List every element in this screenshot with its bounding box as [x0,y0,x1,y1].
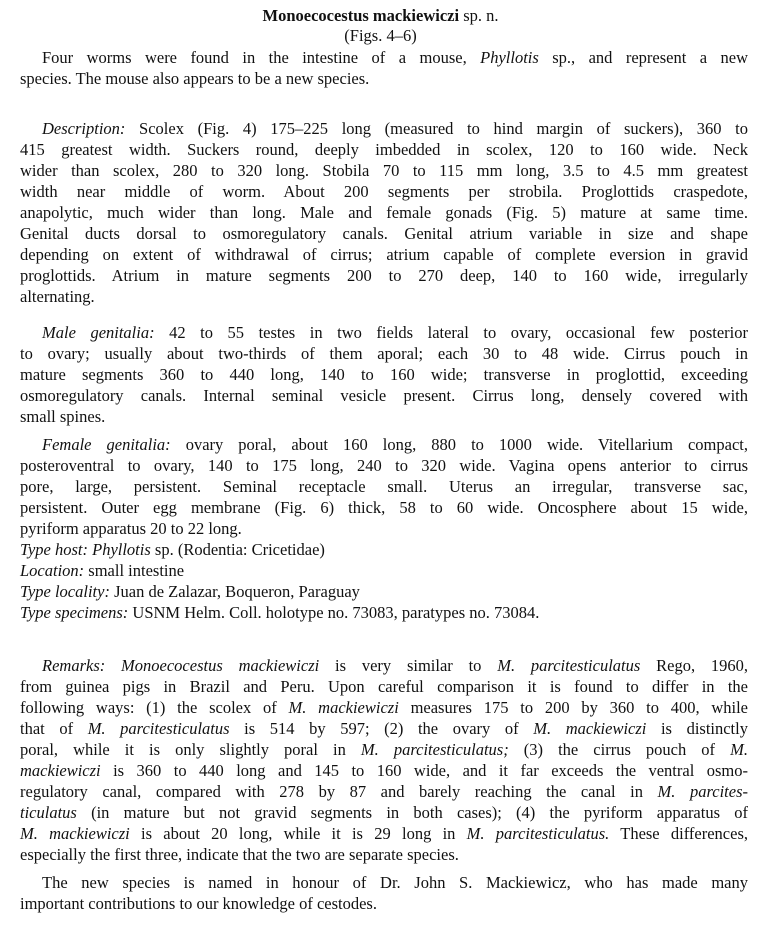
field-value: small intestine [84,561,185,580]
remarks-line [42,655,748,676]
male-genitalia-line [42,322,748,343]
species-name: M. parcitesticulatus [497,656,641,675]
intro-line: species. The mouse also appears to be a new species. [20,69,370,88]
text: that of [20,719,88,738]
text: following ways: (1) the scolex of [20,698,289,717]
type-locality-field [20,581,748,602]
text: is 360 to 440 long and 145 to 160 wide, and it far exceeds the ventral osmo- [100,761,748,780]
text: is 514 by 597; (2) the ovary of [229,719,534,738]
location-field [20,560,748,581]
species-name: M. mackiewiczi [20,824,130,843]
text: is very similar to [319,656,498,675]
description-line [42,118,748,139]
genus-name: Phyllotis [480,48,539,67]
text: regulatory canal, compared with 278 by 87 and barely reaching the canal in [20,782,658,801]
description-line: anapolytic, much wider than long. Male and female gonads (Fig. 5) mature at same time. [20,203,748,222]
text: Scolex (Fig. 4) 175–225 long (measured to hind margin of suckers), 360 to [125,119,748,138]
field-value: USNM Helm. Coll. holotype no. 73083, paratypes no. 73084. [128,603,540,622]
field-label: Type locality: [20,582,110,601]
type-host-field [20,539,748,560]
description-line: Genital ducts dorsal to osmoregulatory canals. Genital atrium variable in size and shape [20,224,748,243]
text: measures 175 to 200 by 360 to 400, while [398,698,749,717]
text: is distinctly [646,719,748,738]
remarks-line [20,781,748,802]
text: Four worms were found in the intestine of a mouse, [42,48,481,67]
text: (3) the cirrus pouch of [508,740,731,759]
female-genitalia-line: persistent. Outer egg membrane (Fig. 6) thick, 58 to 60 wide. Oncosphere about 15 wide, [20,498,748,517]
female-genitalia-line: pore, large, persistent. Seminal receptacle small. Uterus an irregular, transverse sac, [20,477,748,496]
male-genitalia-line: to ovary; usually about two-thirds of them aporal; each 30 to 48 wide. Cirrus pouch in [20,344,748,363]
field-label: Type host: [20,540,88,559]
genus-name: Phyllotis [87,540,151,559]
intro-line [42,47,748,68]
remarks-line [20,718,748,739]
species-name: ticulatus [20,803,77,822]
section-label: Description: [42,119,126,138]
text: is about 20 long, while it is 29 long in [129,824,467,843]
remarks-line [20,739,748,760]
section-label: Female genitalia: [42,435,171,454]
description-line: proglottids. Atrium in mature segments 200 to 270 deep, 140 to 160 wide, irregularly [20,266,748,285]
male-genitalia-line: mature segments 360 to 440 long, 140 to 160 wide; transverse in proglottid, exceeding [20,365,748,384]
description-line: 415 greatest width. Suckers round, deeply imbedded in scolex, 120 to 160 wide. Neck [20,140,748,159]
text: 42 to 55 testes in two fields lateral to ovary, occasional few posterior [154,323,748,342]
description-line: depending on extent of withdrawal of cirrus; atrium capable of complete eversion in gravid [20,245,748,264]
species-name: Monoecocestus mackiewiczi [105,656,320,675]
female-genitalia-line: pyriform apparatus 20 to 22 long. [20,519,242,538]
remarks-line [20,697,748,718]
description-line: alternating. [20,287,95,306]
description-line: width near middle of worm. About 200 segments per strobila. Proglottids craspedote, [20,182,748,201]
field-label: Type specimens: [20,603,129,622]
female-genitalia-line: posteroventral to ovary, 140 to 175 long, 240 to 320 wide. Vagina opens anterior to cirrus [20,456,748,475]
section-label: Male genitalia: [42,323,155,342]
text: Rego, 1960, [640,656,749,675]
species-title [0,6,761,26]
text: sp., and represent a new [538,48,748,67]
text: These differences, [609,824,748,843]
remarks-line [20,760,748,781]
type-specimens-field [20,602,748,623]
dedication-line: The new species is named in honour of Dr. John S. Mackiewicz, who has made many [42,873,748,892]
remarks-line: from guinea pigs in Brazil and Peru. Upon careful comparison it is found to differ in the [20,677,748,696]
species-name: Monoecocestus mackiewiczi [262,6,460,25]
text: (in mature but not gravid segments in both cases); (4) the pyriform apparatus of [76,803,748,822]
field-value: sp. (Rodentia: Cricetidae) [150,540,325,559]
male-genitalia-line: osmoregulatory canals. Internal seminal vesicle present. Cirrus long, densely covered with [20,386,748,405]
species-name: M. [730,740,748,759]
description-line: wider than scolex, 280 to 320 long. Stobila 70 to 115 mm long, 3.5 to 4.5 mm greatest [20,161,748,180]
species-name: M. parcitesticulatus [87,719,230,738]
species-name: M. parcitesticulatus. [466,824,610,843]
species-name: M. parcites- [657,782,748,801]
figures-reference: (Figs. 4–6) [344,26,417,45]
species-name: M. parcitesticulatus; [360,740,509,759]
text: ovary poral, about 160 long, 880 to 1000 wide. Vitellarium compact, [170,435,748,454]
female-genitalia-line [42,434,748,455]
remarks-line [20,823,748,844]
species-name: M. mackiewiczi [533,719,647,738]
dedication-line: important contributions to our knowledge of cestodes. [20,894,377,913]
male-genitalia-line: small spines. [20,407,106,426]
remarks-line: especially the first three, indicate that the two are separate species. [20,845,459,864]
section-label: Remarks: [42,656,106,675]
remarks-line [20,802,748,823]
text: poral, while it is only slightly poral in [20,740,361,759]
field-value: Juan de Zalazar, Boqueron, Paraguay [109,582,360,601]
species-suffix: sp. n. [459,6,499,25]
species-name: M. mackiewiczi [288,698,399,717]
field-label: Location: [20,561,85,580]
species-name: mackiewiczi [20,761,101,780]
